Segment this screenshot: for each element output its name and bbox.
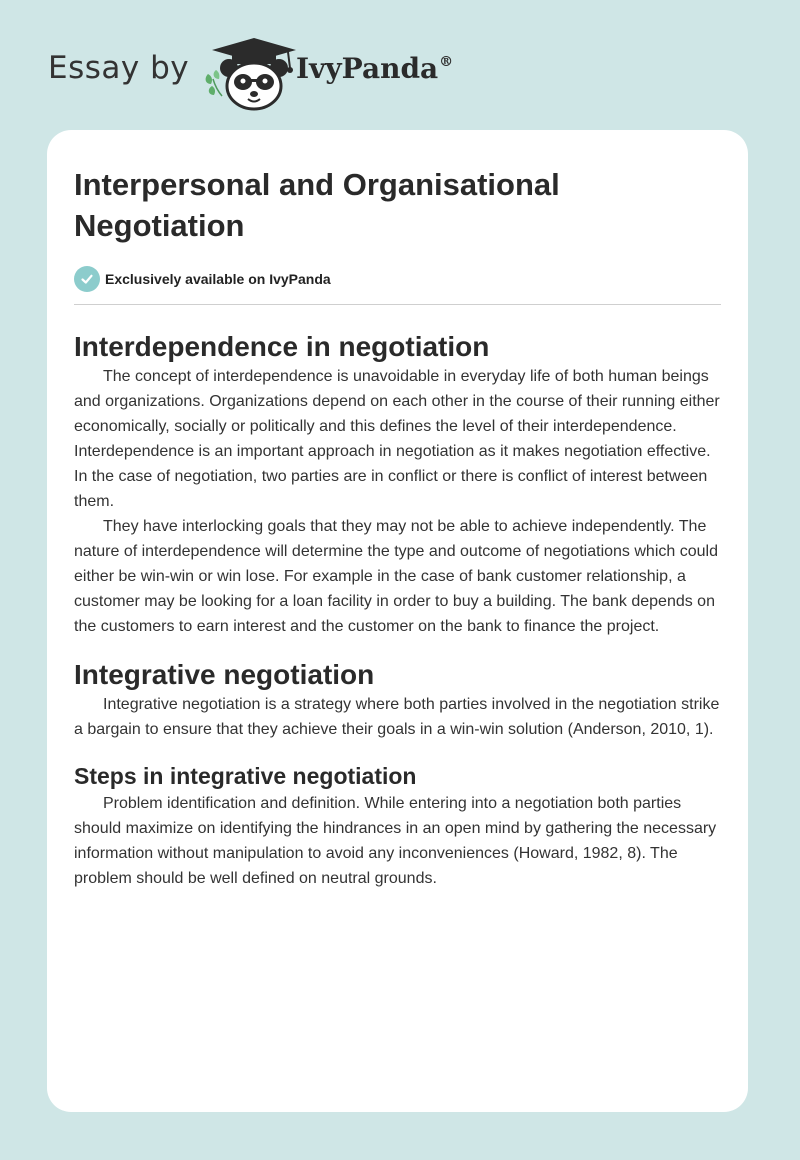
paragraph: The concept of interdependence is unavoidable in everyday life of both human beings and organizations. Organizations depend on each other in the course of their running either economically, socially or politically and this defines the level of their interdependence. Interdependence is an important approach in negotiation as it makes negotiation effective. In the case of negotiation, two parties are in conflict or there is conflict of interest between them. [74,368,720,510]
paragraph: Problem identification and definition. While entering into a negotiation both parties should maximize on identifying the hindrances in an open mind by gathering the necessary information without manipulation to avoid any inconveniences (Howard, 1982, 8). The problem should be well defined on neutral grounds. [74,795,717,887]
badge-label: Exclusively available on IvyPanda [105,271,331,287]
check-icon [74,266,100,292]
panda-logo-icon[interactable] [202,34,302,112]
essay-by-label: Essay by [48,50,190,86]
paragraph: Integrative negotiation is a strategy where both parties involved in the negotiation strike a bargain to ensure that they achieve their goals in a win-win solution (Anderson, 2010, 1). [74,696,720,738]
paragraph: They have interlocking goals that they may not be able to achieve independently. The nature of interdependence will determine the type and outcome of negotiations which could either be win-win or win lose. For example in the case of bank customer relationship, a customer may be looking for a loan facility in order to buy a building. The bank depends on the customers to earn interest and the customer on the bank to finance the project. [74,518,718,635]
essay-card [47,130,748,1112]
section-heading: Integrative negotiation [74,659,375,690]
page-title: Interpersonal and Organisational Negotiation [74,167,560,243]
subsection-heading: Steps in integrative negotiation [74,763,417,789]
site-header [48,34,508,114]
exclusive-badge [74,266,721,292]
brand-name[interactable]: IvyPanda® [296,52,454,85]
section-heading: Interdependence in negotiation [74,331,490,362]
divider [74,304,721,305]
registered-mark: ® [439,54,454,70]
